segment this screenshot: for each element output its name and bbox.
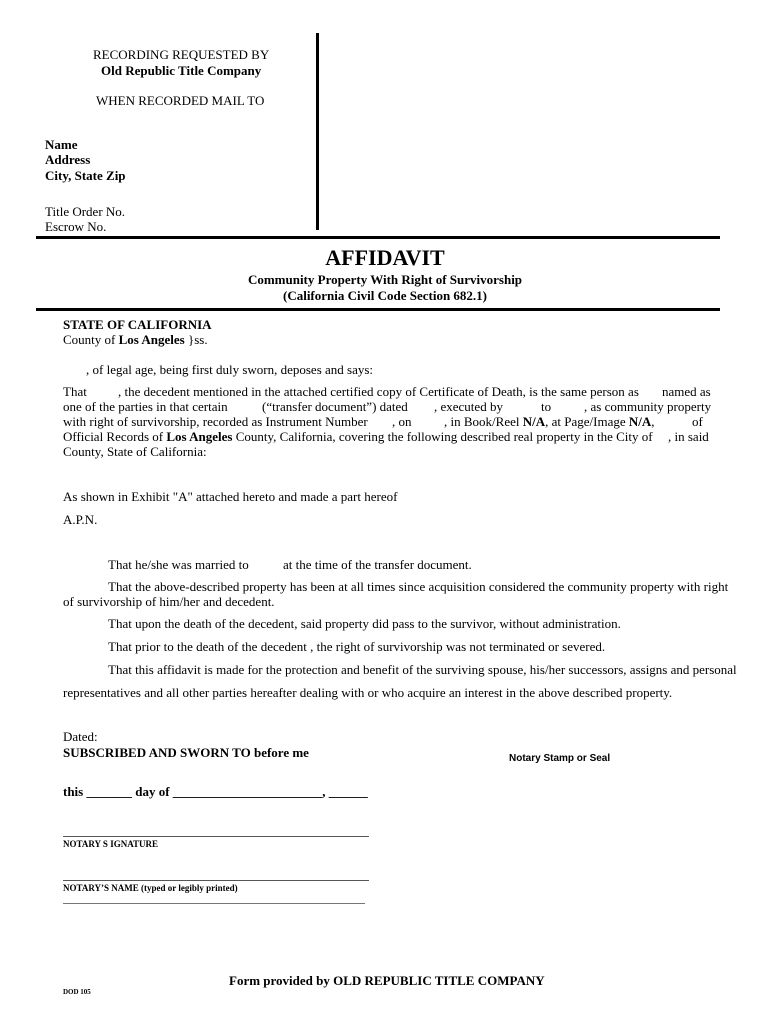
p1-l3a: with right of survivorship, recorded as Instrument Number [63, 414, 368, 429]
page-subtitle-2: (California Civil Code Section 682.1) [282, 288, 487, 303]
community-line-1: That the above-described property has been at all times since acquisition considered the community property with right [108, 579, 729, 594]
notary-stamp-label: Notary Stamp or Seal [509, 753, 611, 764]
p1-page-image-label: , at Page/Image [545, 414, 629, 429]
recording-requested-label: RECORDING REQUESTED BY [93, 47, 270, 62]
p1-l3b: , on [392, 414, 412, 429]
p1-book-reel-label: , in Book/Reel [444, 414, 523, 429]
dated-label: Dated: [63, 729, 98, 744]
community-line-2: of survivorship of him/her and decedent. [63, 594, 275, 609]
married-line-a: That he/she was married to [108, 557, 249, 572]
prior-line: That prior to the death of the decedent , the right of survivorship was not terminated or severed. [108, 639, 606, 654]
p1-l3h: of [692, 414, 703, 429]
notary-name-line [63, 880, 369, 881]
p1-l2e: , as community property [584, 399, 712, 414]
recording-divider [316, 33, 319, 230]
header-bottom-rule [36, 308, 720, 311]
name-label: Name [45, 137, 78, 152]
p1-l1a: That [63, 384, 87, 399]
venue-ss: }ss. [184, 332, 208, 347]
recording-company: Old Republic Title Company [101, 63, 262, 78]
city-state-zip-label: City, State Zip [45, 168, 126, 183]
title-order-label: Title Order No. [45, 204, 126, 219]
venue-state: STATE OF CALIFORNIA [63, 317, 212, 332]
page-subtitle-1: Community Property With Right of Survivorship [247, 272, 523, 287]
death-line: That upon the death of the decedent, said property did pass to the survivor, without administration. [108, 616, 621, 631]
mail-to-label: WHEN RECORDED MAIL TO [96, 93, 265, 108]
p1-l4d: , in said [668, 429, 709, 444]
exhibit-line: As shown in Exhibit "A" attached hereto and made a part hereof [63, 489, 398, 504]
notary-signature-line [63, 836, 369, 837]
p1-l4 [63, 429, 653, 444]
p1-l3-comma: , [651, 414, 655, 429]
p1-l4a: Official Records of [63, 429, 167, 444]
this-day-line: this _______ day of _______________________, ______ [63, 784, 368, 799]
notary-extra-line [63, 903, 365, 904]
p1-l4-county: Los Angeles [166, 429, 233, 444]
p1-l4c: County, California, covering the following described real property in the City of [232, 429, 653, 444]
p1-l1c: named as [662, 384, 711, 399]
p1-book-reel-value: N/A [522, 414, 546, 429]
p1-page-image-value: N/A [628, 414, 652, 429]
venue-county-prefix: County of [63, 332, 119, 347]
p1-l1b: , the decedent mentioned in the attached certified copy of Certificate of Death, is the same person as [118, 384, 639, 399]
notary-name-label: NOTARY’S NAME (typed or legibly printed) [63, 883, 238, 893]
subscribed-label: SUBSCRIBED AND SWORN TO before me [63, 745, 309, 760]
p1-l2b: (“transfer document”) dated [262, 399, 408, 414]
form-code: DOD 105 [63, 988, 91, 996]
footer-provided-by: Form provided by OLD REPUBLIC TITLE COMPANY [229, 973, 545, 988]
protection-line-1: That this affidavit is made for the protection and benefit of the surviving spouse, his/her successors, assigns and personal [108, 662, 737, 677]
venue-county [63, 332, 208, 347]
p1-l2a: one of the parties in that certain [63, 399, 228, 414]
sworn-line: , of legal age, being first duly sworn, deposes and says: [86, 362, 374, 377]
notary-signature-label: NOTARY S IGNATURE [63, 839, 159, 849]
married-line-b: at the time of the transfer document. [283, 557, 472, 572]
p1-l3c [444, 414, 655, 429]
apn-label: A.P.N. [63, 512, 98, 527]
address-label: Address [45, 152, 91, 167]
p1-l2c: , executed by [434, 399, 503, 414]
venue-county-name: Los Angeles [118, 332, 185, 347]
p1-l2d: to [541, 399, 552, 414]
page-title: AFFIDAVIT [325, 245, 445, 270]
p1-l5: County, State of California: [63, 444, 207, 459]
protection-line-2: representatives and all other parties hereafter dealing with or who acquire an interest in the above described property. [63, 685, 673, 700]
escrow-label: Escrow No. [45, 219, 107, 234]
header-top-rule [36, 236, 720, 239]
